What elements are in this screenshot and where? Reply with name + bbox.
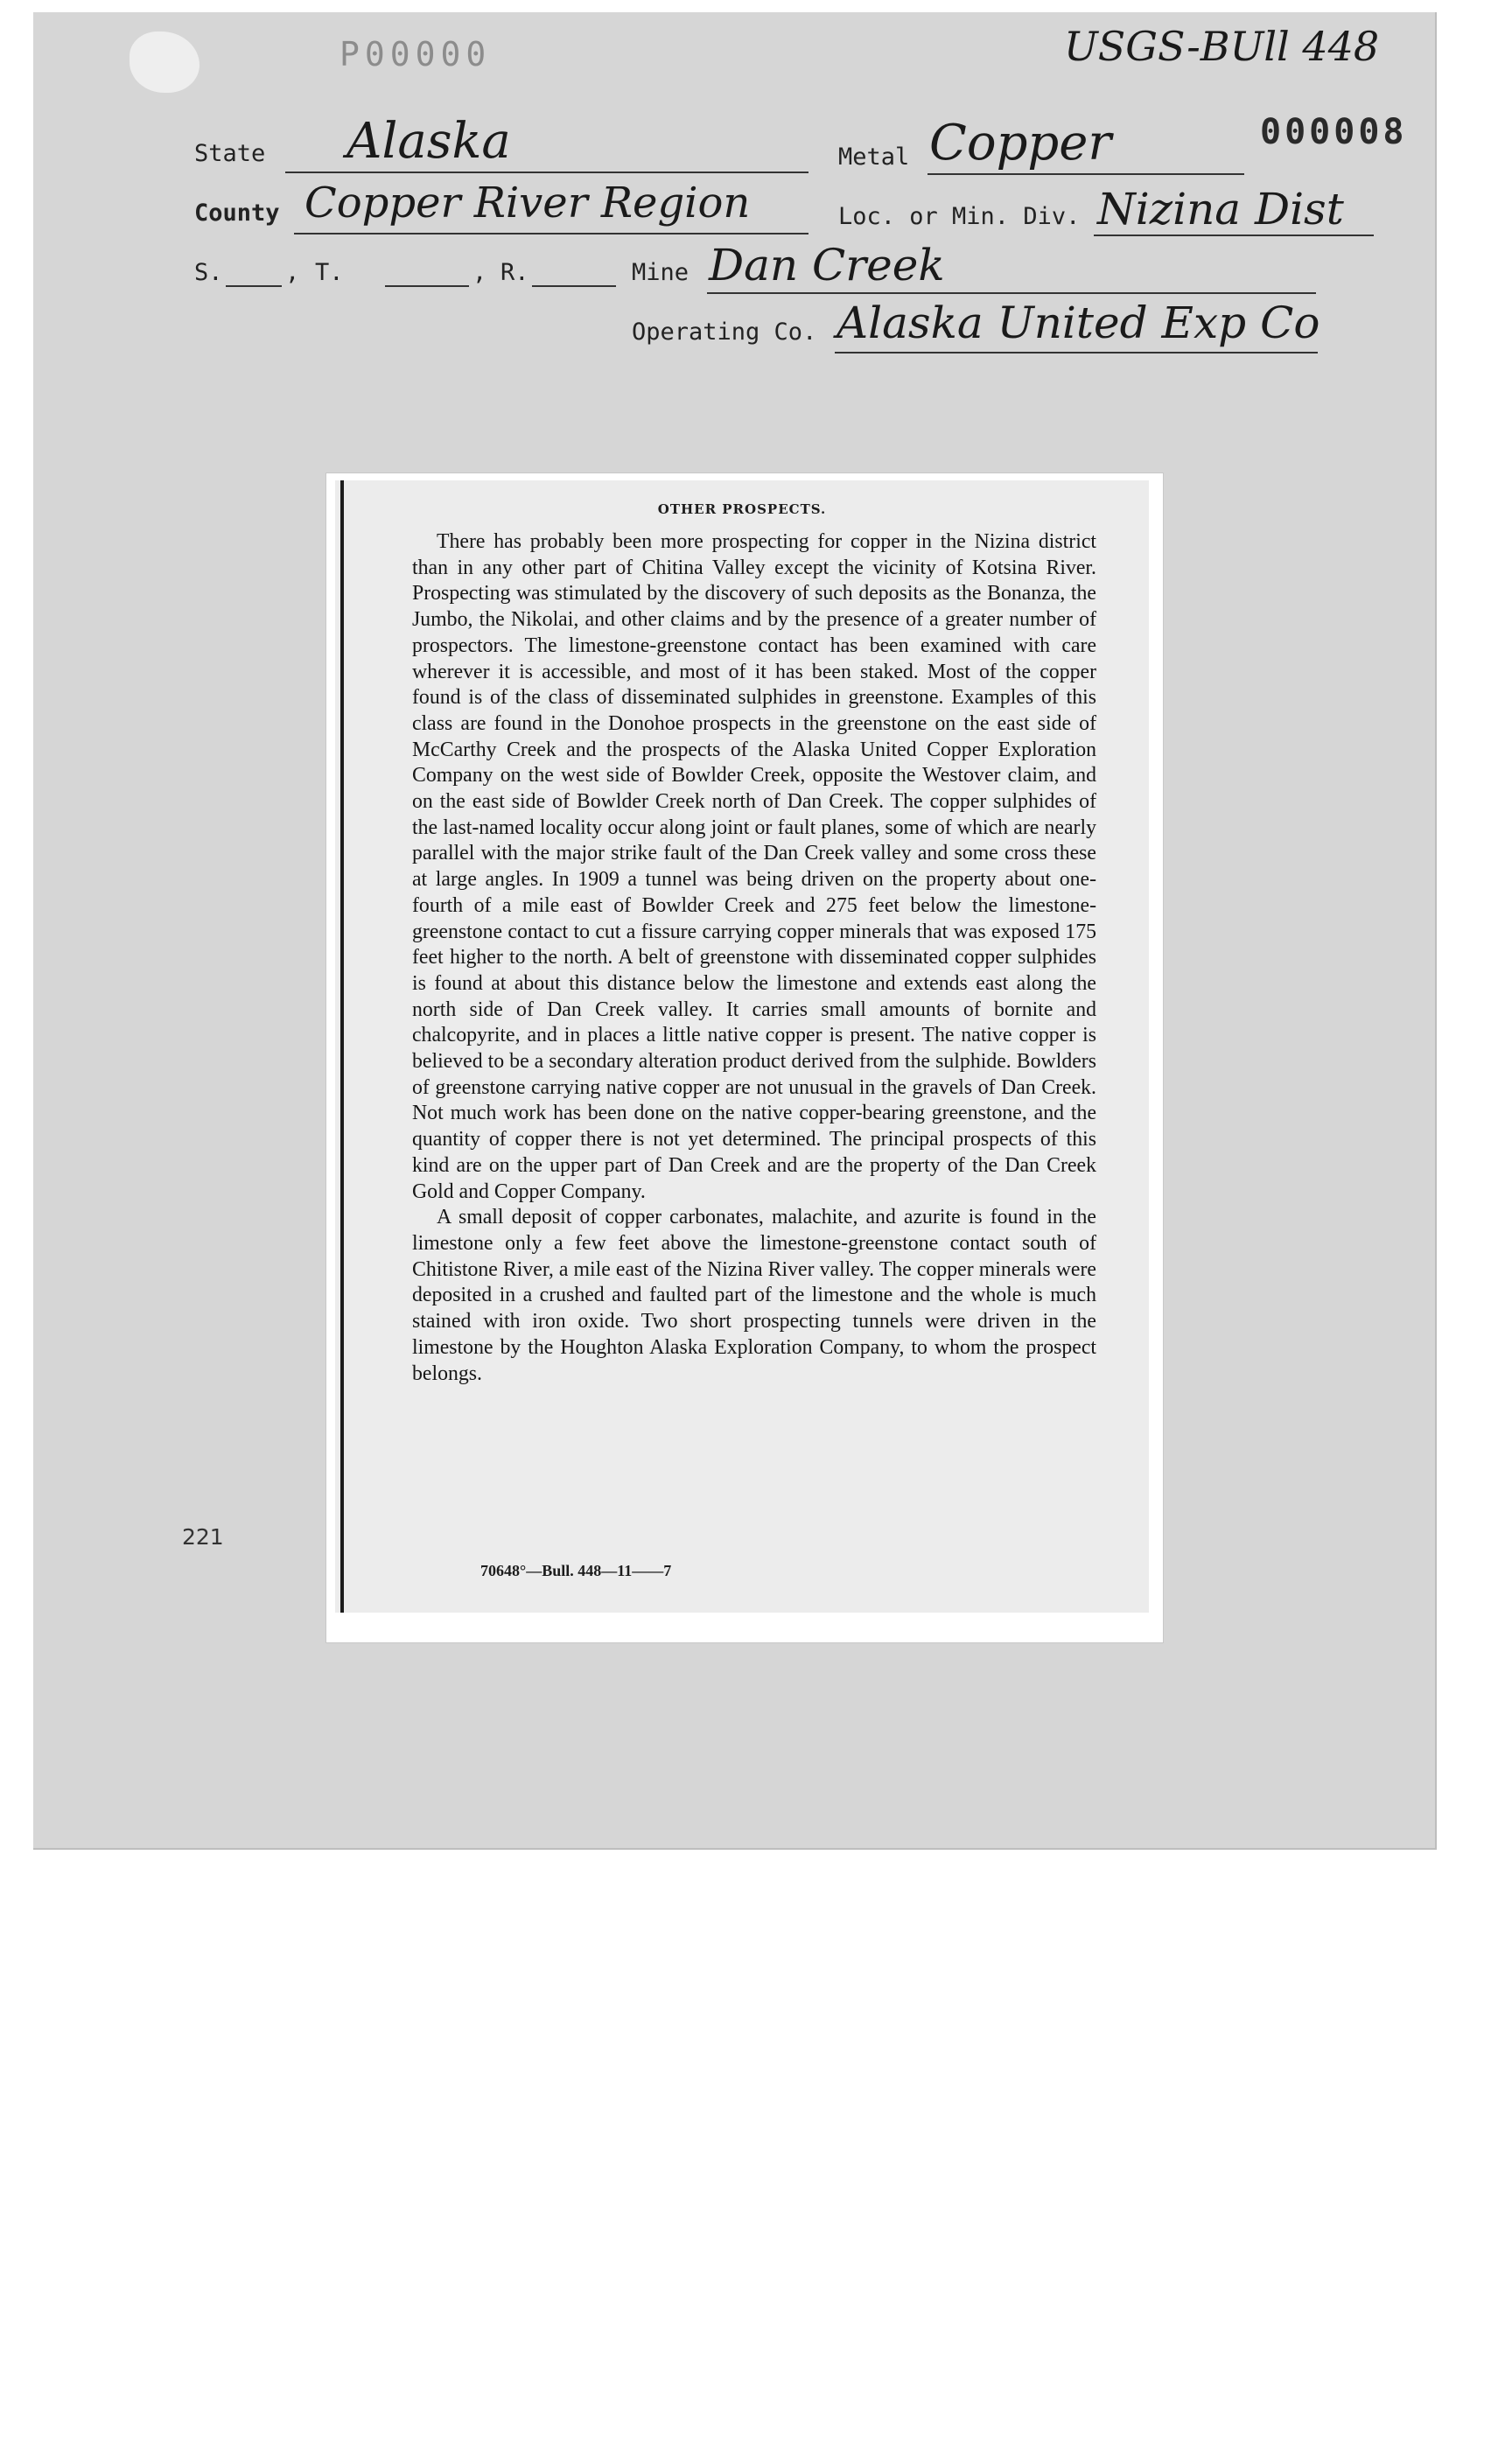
- r-label: R.: [500, 259, 529, 286]
- metal-label: Metal: [838, 144, 910, 171]
- clipping-heading: OTHER PROSPECTS.: [657, 501, 827, 517]
- record-number: 000008: [1260, 112, 1408, 152]
- s-underline: [226, 285, 282, 287]
- county-underline: [294, 233, 808, 234]
- metal-value: Copper: [929, 115, 1112, 172]
- loc-value: Nizina Dist: [1097, 184, 1344, 234]
- s-comma: ,: [285, 259, 300, 286]
- s-label: S.: [194, 259, 223, 286]
- page-number: 221: [182, 1524, 224, 1550]
- operating-value: Alaska United Exp Co: [836, 298, 1320, 348]
- paragraph-2: A small deposit of copper carbonates, malachite, and azurite is found in the limestone only a few feet above the limestone-greenstone contact south of Chitistone River, a mile east of the Nizina River valley. The copper minerals were deposited in a crushed and faulted part of the limestone and the whole is much stained with iron oxide. Two short prospecting tunnels were driven in the limestone by the Houghton Alaska Exploration Company, to whom the prospect belongs.: [412, 1206, 1096, 1385]
- r-underline: [532, 285, 616, 287]
- pasted-clipping: [326, 472, 1164, 1643]
- clipping-footer: 70648°—Bull. 448—11——7: [480, 1562, 672, 1579]
- metal-underline: [928, 173, 1244, 175]
- mine-value: Dan Creek: [709, 240, 945, 290]
- t-underline: [385, 285, 469, 287]
- mine-underline: [707, 292, 1316, 294]
- top-stamp: P00000: [340, 35, 492, 74]
- loc-underline: [1094, 234, 1374, 236]
- loc-label: Loc. or Min. Div.: [838, 203, 1081, 230]
- state-underline: [285, 172, 808, 173]
- t-label: T.: [315, 259, 344, 286]
- clipping-body: [412, 529, 1096, 1387]
- state-label: State: [194, 140, 266, 167]
- t-comma: ,: [472, 259, 487, 286]
- top-right-note: USGS-BUll 448: [1064, 23, 1380, 70]
- county-value: Copper River Region: [304, 178, 751, 228]
- operating-label: Operating Co.: [632, 318, 817, 346]
- operating-underline: [835, 352, 1318, 354]
- paragraph-1: There has probably been more prospecting for copper in the Nizina district than in any other part of Chitina Valley except the vicinity of Kotsina River. Prospecting was stimulated by the discovery of such deposits as the Bonanza, the Jumbo, the Nikolai, and other claims and by the presence of a greater number of prospectors. The limestone-greenstone contact has been examined with care wherever it is accessible, and most of it has been staked. Most of the copper found is of the class of disseminated sulphides in greenstone. Examples of this class are found in the Donohoe prospects in the greenstone on the east side of McCarthy Creek and the prospects of the Alaska United Copper Exploration Company on the west side of Bowlder Creek, opposite the Westover claim, and on the east side of Bowlder Creek north of Dan Creek. The copper sulphides of the last-named locality occur along joint or fault planes, some of which are nearly parallel with the major strike fault of the Dan Creek valley and some cross these at large angles. In 1909 a tunnel was being driven on the property about one-fourth of a mile east of Bowlder Creek and 275 feet below the limestone-greenstone contact to cut a fissure carrying copper minerals that was exposed 175 feet higher to the north. A belt of greenstone with disseminated copper sulphides is found at about this distance below the limestone and extends east along the north side of Dan Creek valley. It carries small amounts of bornite and chalcopyrite, and in places a little native copper is present. The native copper is believed to be a secondary alteration product derived from the sulphide. Bowlders of greenstone carrying native copper are not unusual in the gravels of Dan Creek. Not much work has been done on the native copper-bearing greenstone, and the quantity of copper there is not yet determined. The principal prospects of this kind are on the upper part of Dan Creek and are the property of the Dan Creek Gold and Copper Company.: [412, 530, 1096, 1203]
- mine-label: Mine: [632, 259, 690, 286]
- state-value: Alaska: [346, 113, 511, 170]
- county-label: County: [194, 200, 280, 227]
- clipping-paper: [335, 480, 1149, 1613]
